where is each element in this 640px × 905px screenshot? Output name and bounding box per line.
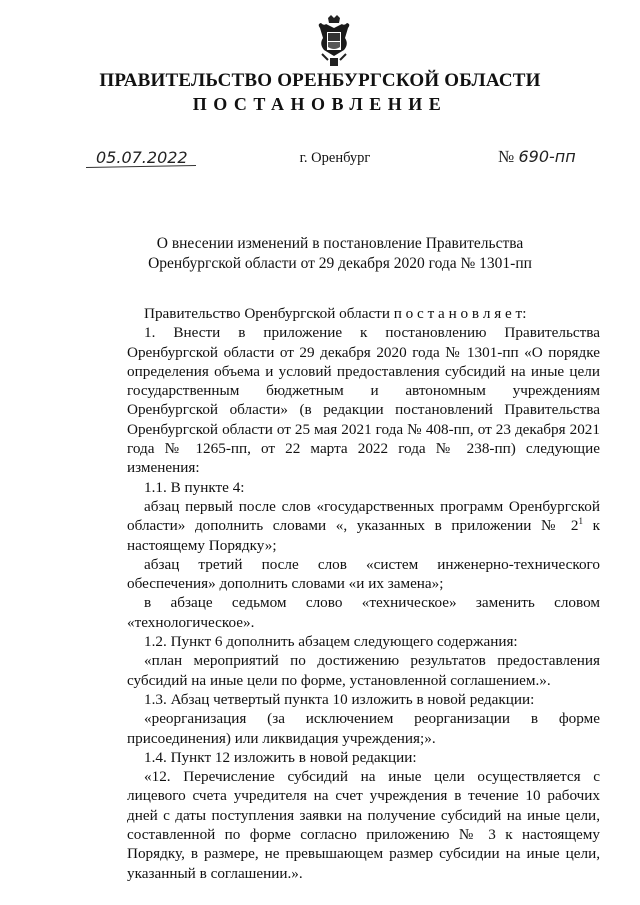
document-number — [498, 147, 576, 167]
paragraph: Правительство Оренбургской области п о с т а н о в л я е т: — [144, 305, 527, 322]
superscript: 1 — [578, 516, 584, 527]
paragraph: 1. Внести в приложение к постановлению Правительства Оренбургской области от 29 декабря 2020 года № 1301-пп «О порядке определения объема и условий предоставления субсидий на иные цели государственным бюджетным и автономным учреждениям Оренбургской области» (в редакции постановлений Правительства Оренбургской области от 25 мая 2021 года № 408-пп, от 23 декабря 2021 года № 1265-пп, от 22 марта 2022 года № 238-пп) следующие изменения: — [127, 324, 600, 477]
number-value: 690-пп — [518, 147, 576, 166]
paragraph — [127, 497, 600, 555]
number-label: № — [498, 147, 515, 166]
document-subject — [120, 234, 560, 274]
paragraph-text: к настоящему Порядку»; — [127, 517, 600, 554]
paragraph: 1.4. Пункт 12 изложить в новой редакции: — [144, 748, 417, 766]
paragraph: 1.2. Пункт 6 дополнить абзацем следующего содержания: — [144, 633, 518, 651]
paragraph: «реорганизация (за исключением реорганизации в форме присоединения) или ликвидация учреждения;». — [127, 710, 600, 747]
paragraph: «12. Перечисление субсидий на иные цели осуществляется с лицевого счета учредителя на счет учреждения в течение 10 рабочих дней с даты поступления заявки на получение субсидий на иные цели, составленной по форме согласно приложению № 3 к настоящему Порядку, в размере, не превышающем размер субсидии на иные цели, указанный в соглашении.». — [127, 768, 600, 882]
paragraph: «план мероприятий по достижению результатов предоставления субсидий на иные цели по форме, установленной соглашением.». — [127, 652, 600, 689]
paragraph-text: абзац первый после слов «государственных программ Оренбургской области» дополнить словами «, указанных в приложении № 2 — [127, 497, 600, 535]
document-type-title: ПОСТАНОВЛЕНИЕ — [192, 94, 448, 114]
city: г. Оренбург — [299, 150, 371, 166]
paragraph: 1.1. В пункте 4: — [144, 478, 245, 496]
document-date: 05.07.2022 — [96, 148, 188, 167]
subject-line: О внесении изменений в постановление Правительства — [156, 235, 524, 252]
document-body — [127, 304, 600, 883]
paragraph: 1.3. Абзац четвертый пункта 10 изложить в новой редакции: — [144, 690, 535, 708]
subject-line: Оренбургской области от 29 декабря 2020 года № 1301-пп — [148, 255, 532, 272]
paragraph: в абзаце седьмом слово «техническое» заменить словом «технологическое». — [127, 594, 600, 631]
coat-of-arms-icon — [314, 14, 354, 68]
paragraph: абзац третий после слов «систем инженерно-технического обеспечения» дополнить словами «и их замена»; — [127, 555, 600, 593]
government-title: ПРАВИТЕЛЬСТВО ОРЕНБУРГСКОЙ ОБЛАСТИ — [99, 70, 541, 91]
